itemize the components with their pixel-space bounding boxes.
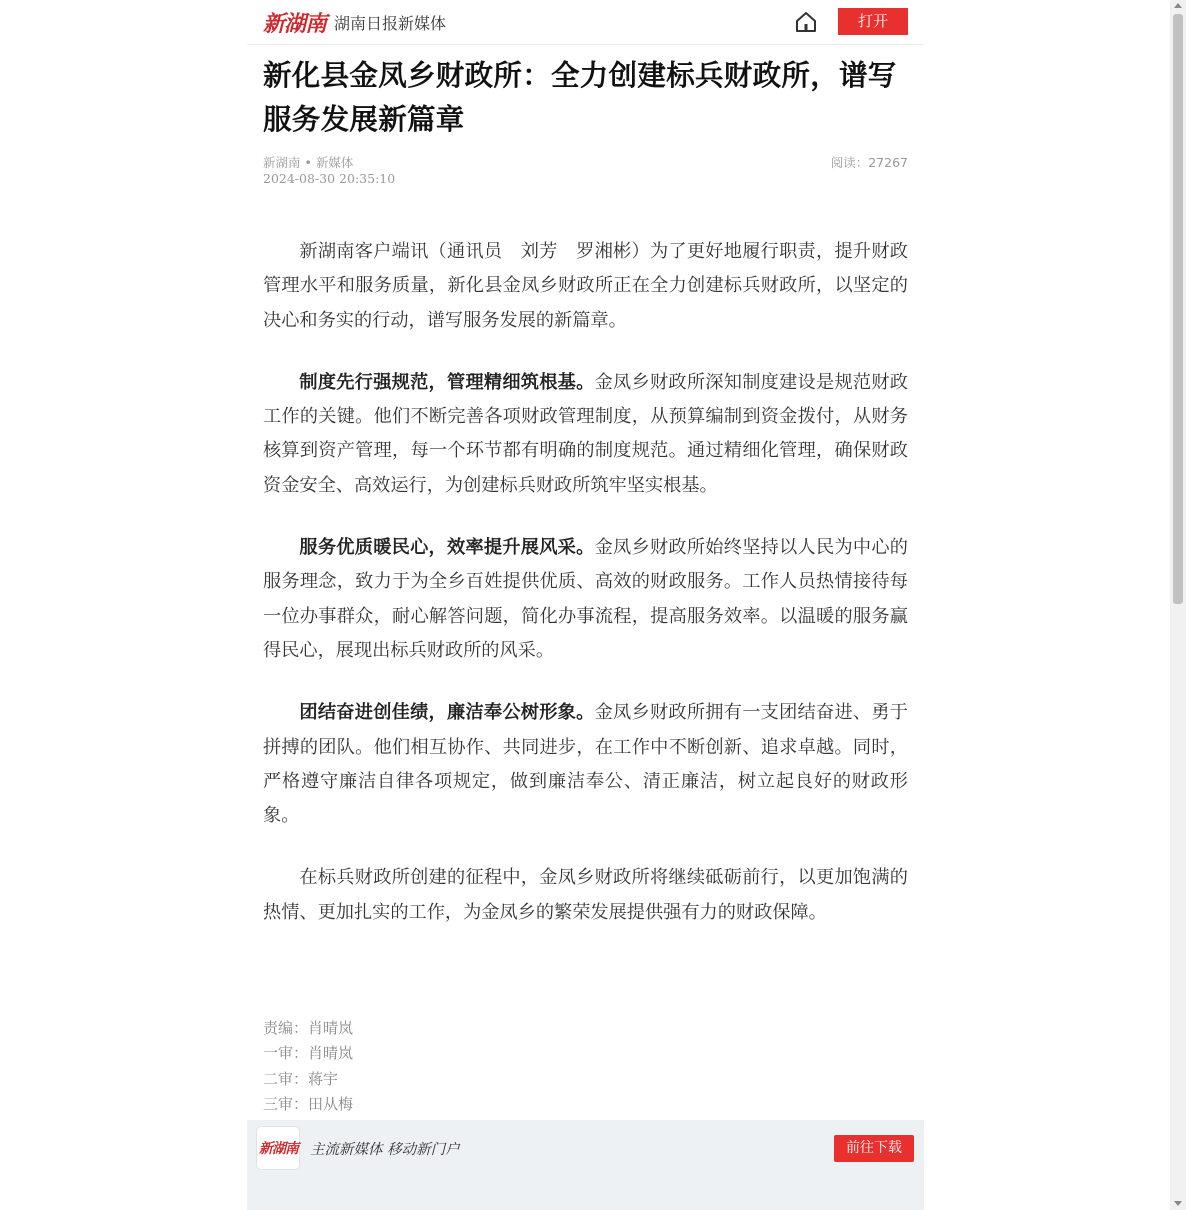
- download-banner: [247, 1120, 924, 1210]
- paragraph-text: 新湖南客户端讯（通讯员 刘芳 罗湘彬）为了更好地履行职责，提升财政管理水平和服务质量，新化县金凤乡财政所正在全力创建标兵财政所，以坚定的决心和务实的行动，谱写服务发展的新篇章。: [263, 241, 908, 331]
- editor-line: 三审：田从梅: [263, 1094, 354, 1113]
- page-scrollbar[interactable]: [1170, 0, 1186, 1210]
- editor-line: 二审：蒋宇: [263, 1069, 339, 1088]
- article-source: 新湖南 • 新媒体: [263, 155, 354, 170]
- app-logo[interactable]: 新湖南: [263, 11, 327, 37]
- read-count: 阅读：27267: [830, 155, 908, 170]
- banner-app-logo: [257, 1127, 299, 1169]
- scroll-down-icon[interactable]: [1174, 1201, 1182, 1206]
- article-date: 2024-08-30 20:35:10: [263, 171, 396, 186]
- scroll-up-icon[interactable]: [1174, 3, 1182, 8]
- paragraph-text: 金凤乡财政所始终坚持以人民为中心的服务理念，致力于为全乡百姓提供优质、高效的财政服务。工作人员热情接待每一位办事群众，耐心解答问题，简化办事流程，提高服务效率。以温暖的服务赢得民心，展现出标兵财政所的风采。: [263, 537, 908, 661]
- paragraph-heading: 制度先行强规范，管理精细筑根基。: [299, 371, 595, 393]
- article-paragraph: [263, 861, 908, 930]
- home-icon[interactable]: [794, 10, 818, 34]
- editor-credits: [263, 1016, 353, 1117]
- paragraph-text: 金凤乡财政所拥有一支团结奋进、勇于拼搏的团队。他们相互协作、共同进步，在工作中不断创新、追求卓越。同时，严格遵守廉洁自律各项规定，做到廉洁奉公、清正廉洁，树立起良好的财政形象。: [263, 702, 908, 827]
- top-bar: [247, 0, 924, 45]
- paragraph-text: 金凤乡财政所深知制度建设是规范财政工作的关键。他们不断完善各项财政管理制度，从预算编制到资金拨付，从财务核算到资产管理，每一个环节都有明确的制度规范。通过精细化管理，确保财政资金安全、高效运行，为创建标兵财政所筑牢坚实根基。: [263, 371, 908, 496]
- article-paragraph: [263, 531, 908, 668]
- article-title: 新化县金凤乡财政所：全力创建标兵财政所，谱写服务发展新篇章: [263, 59, 897, 136]
- banner-logo-text: 新湖南: [259, 1141, 298, 1157]
- article-body: [263, 235, 908, 958]
- article-paragraph: [263, 366, 908, 503]
- article-paragraph: [263, 696, 908, 833]
- article-page: [247, 0, 924, 1210]
- paragraph-heading: 服务优质暖民心，效率提升展风采。: [299, 537, 595, 559]
- download-button[interactable]: 前往下载: [834, 1135, 914, 1162]
- brand-name: 湖南日报新媒体: [334, 14, 447, 33]
- banner-slogan: 主流新媒体 移动新门户: [310, 1142, 460, 1158]
- article-paragraph: [263, 235, 908, 338]
- scrollbar-thumb[interactable]: [1173, 14, 1183, 604]
- open-app-button[interactable]: 打开: [838, 8, 908, 35]
- editor-line: 责编：肖晴岚: [263, 1019, 354, 1037]
- editor-line: 一审：肖晴岚: [263, 1044, 354, 1063]
- paragraph-text: 在标兵财政所创建的征程中，金凤乡财政所将继续砥砺前行，以更加饱满的热情、更加扎实的工作，为金凤乡的繁荣发展提供强有力的财政保障。: [263, 867, 908, 923]
- paragraph-heading: 团结奋进创佳绩，廉洁奉公树形象。: [299, 702, 595, 724]
